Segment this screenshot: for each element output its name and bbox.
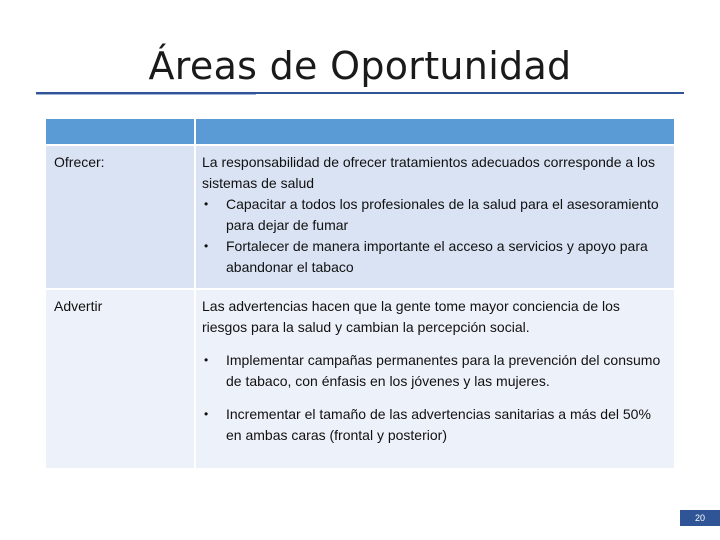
bullet-icon: • bbox=[204, 353, 209, 367]
row-lead-text: Las advertencias hacen que la gente tome mayor conciencia de los riesgos para la salud y cambian la percepción social. bbox=[202, 298, 620, 335]
page-number-badge: 20 bbox=[680, 510, 720, 526]
bullet-list bbox=[202, 350, 668, 446]
row-label-ofrecer: Ofrecer: bbox=[45, 145, 195, 289]
table-row bbox=[45, 289, 675, 469]
opportunity-table bbox=[44, 117, 676, 470]
row-lead-text: La responsabilidad de ofrecer tratamientos adecuados corresponde a los sistemas de salud bbox=[202, 154, 655, 191]
header-cell-2 bbox=[195, 118, 675, 145]
list-item bbox=[204, 236, 668, 278]
bullet-icon: • bbox=[204, 239, 209, 253]
list-item bbox=[204, 404, 668, 446]
bullet-text: Fortalecer de manera importante el acceso a servicios y apoyo para abandonar el tabaco bbox=[226, 238, 648, 275]
bullet-icon: • bbox=[204, 407, 209, 421]
bullet-text: Implementar campañas permanentes para la prevención del consumo de tabaco, con énfasis en los jóvenes y las mujeres. bbox=[226, 352, 661, 389]
bullet-text: Incrementar el tamaño de las advertencias sanitarias a más del 50% en ambas caras (frontal y posterior) bbox=[226, 406, 651, 443]
table-header-row bbox=[45, 118, 675, 145]
bullet-text: Capacitar a todos los profesionales de la salud para el asesoramiento para dejar de fumar bbox=[226, 196, 659, 233]
row-content-advertir bbox=[195, 289, 675, 469]
table-row bbox=[45, 145, 675, 289]
header-cell-1 bbox=[45, 118, 195, 145]
bullet-icon: • bbox=[204, 197, 209, 211]
list-item bbox=[204, 194, 668, 236]
slide-title: Áreas de Oportunidad bbox=[148, 44, 572, 88]
bullet-list bbox=[202, 194, 668, 278]
row-label-advertir: Advertir bbox=[45, 289, 195, 469]
row-content-ofrecer bbox=[195, 145, 675, 289]
list-item bbox=[204, 350, 668, 392]
title-underline-shadow bbox=[36, 94, 256, 95]
